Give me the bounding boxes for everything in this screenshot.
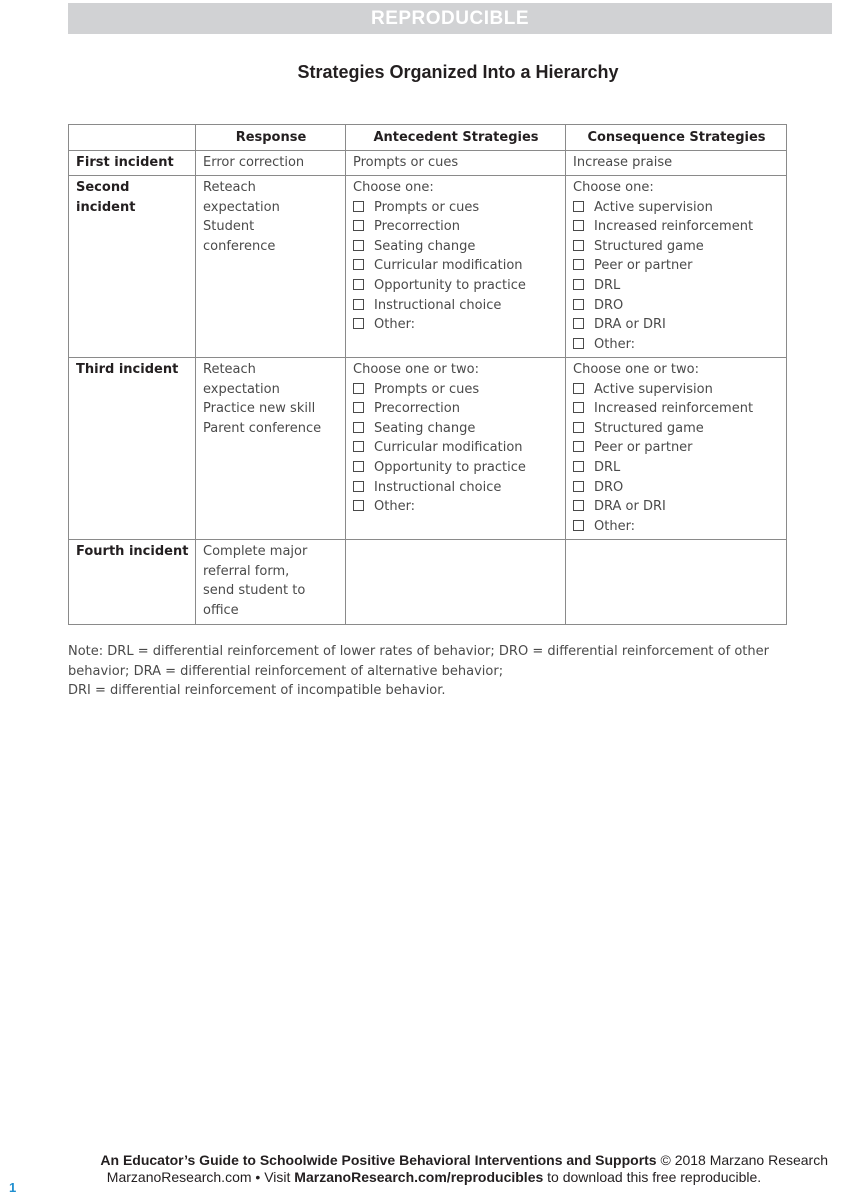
checkbox[interactable]	[573, 461, 584, 472]
option-label: Other:	[374, 499, 416, 515]
consequence-option[interactable]	[573, 380, 780, 400]
table-row	[69, 358, 787, 540]
option-label: Peer or partner	[594, 258, 693, 274]
consequence-intro: Choose one or two:	[573, 362, 699, 377]
checkbox[interactable]	[573, 338, 584, 349]
antecedent-option[interactable]	[353, 419, 559, 439]
antecedent-option[interactable]	[353, 380, 559, 400]
consequence-option[interactable]	[573, 198, 780, 218]
antecedent-cell	[346, 176, 566, 358]
footer-link[interactable]: MarzanoResearch.com/reproducibles	[294, 1169, 544, 1185]
response-line: Complete major	[203, 544, 308, 559]
option-label: Seating change	[374, 420, 476, 436]
antecedent-option[interactable]	[353, 458, 559, 478]
reproducible-banner: REPRODUCIBLE	[68, 3, 832, 34]
option-label: Opportunity to practice	[374, 459, 526, 475]
footer-tail: to download this free reproducible.	[543, 1169, 762, 1185]
response-line: Practice new skill	[203, 401, 316, 417]
option-label: Seating change	[374, 238, 476, 254]
option-label: Instructional choice	[374, 297, 502, 313]
response-line: Student	[203, 219, 255, 235]
antecedent-intro: Choose one or two:	[353, 362, 479, 377]
option-label: Prompts or cues	[374, 381, 480, 397]
checkbox[interactable]	[573, 422, 584, 433]
option-label: Structured game	[594, 238, 704, 254]
checkbox[interactable]	[573, 279, 584, 290]
checkbox[interactable]	[353, 461, 364, 472]
antecedent-cell	[346, 358, 566, 540]
antecedent-option[interactable]	[353, 237, 559, 257]
option-label: Other:	[594, 518, 636, 534]
checkbox[interactable]	[573, 259, 584, 270]
option-label: Curricular modification	[374, 258, 523, 274]
option-label: DRA or DRI	[594, 317, 666, 333]
checkbox[interactable]	[353, 422, 364, 433]
consequence-option[interactable]	[573, 237, 780, 257]
response-line: Parent conference	[203, 420, 322, 436]
consequence-option[interactable]	[573, 517, 780, 537]
checkbox[interactable]	[353, 402, 364, 413]
option-label: Active supervision	[594, 199, 713, 215]
header-antecedent: Antecedent Strategies	[346, 125, 566, 151]
response-line: expectation	[203, 381, 280, 397]
consequence-option[interactable]	[573, 276, 780, 296]
consequence-option[interactable]	[573, 438, 780, 458]
note-text	[68, 642, 832, 701]
option-label: Other:	[594, 336, 636, 352]
option-label: Precorrection	[374, 219, 460, 235]
checkbox[interactable]	[353, 201, 364, 212]
antecedent-option[interactable]	[353, 256, 559, 276]
antecedent-option[interactable]	[353, 399, 559, 419]
option-label: DRL	[594, 459, 621, 475]
table-row	[69, 151, 787, 176]
checkbox[interactable]	[573, 318, 584, 329]
response-cell	[196, 358, 346, 540]
table-row	[69, 540, 787, 625]
response-line: referral form,	[203, 563, 290, 579]
option-label: Precorrection	[374, 401, 460, 417]
antecedent-option[interactable]	[353, 438, 559, 458]
footer-book-title: An Educator’s Guide to Schoolwide Positive Behavioral Interventions and Supports	[100, 1152, 657, 1168]
incident-label: Second incident	[69, 176, 196, 358]
checkbox[interactable]	[353, 441, 364, 452]
incident-label: Third incident	[69, 358, 196, 540]
response-line: office	[203, 602, 239, 618]
consequence-cell	[566, 176, 787, 358]
option-label: Opportunity to practice	[374, 277, 526, 293]
checkbox[interactable]	[353, 500, 364, 511]
checkbox[interactable]	[573, 520, 584, 531]
response-line: send student to	[203, 583, 306, 599]
note-line: DRI = differential reinforcement of incompatible behavior.	[68, 683, 446, 699]
option-label: DRA or DRI	[594, 499, 666, 515]
checkbox[interactable]	[353, 318, 364, 329]
checkbox[interactable]	[573, 240, 584, 251]
header-empty	[69, 125, 196, 151]
consequence-intro: Increase praise	[573, 155, 673, 170]
option-label: Peer or partner	[594, 440, 693, 456]
checkbox[interactable]	[573, 402, 584, 413]
incident-label: Fourth incident	[69, 540, 196, 625]
option-label: DRL	[594, 277, 621, 293]
checkbox[interactable]	[573, 201, 584, 212]
strategy-table	[68, 124, 787, 625]
note-line: Note: DRL = differential reinforcement of lower rates of behavior; DRO = differential reinforcement of other	[68, 644, 769, 659]
consequence-option[interactable]	[573, 399, 780, 419]
consequence-option[interactable]	[573, 497, 780, 517]
page-title: Strategies Organized Into a Hierarchy	[297, 62, 619, 82]
response-cell	[196, 176, 346, 358]
antecedent-option[interactable]	[353, 276, 559, 296]
header-response: Response	[196, 125, 346, 151]
antecedent-cell	[346, 151, 566, 176]
consequence-option[interactable]	[573, 256, 780, 276]
antecedent-option[interactable]	[353, 497, 559, 517]
response-line: Reteach	[203, 180, 256, 195]
table-row	[69, 176, 787, 358]
response-cell	[196, 151, 346, 176]
option-label: Other:	[374, 317, 416, 333]
consequence-option[interactable]	[573, 217, 780, 237]
option-label: Prompts or cues	[374, 199, 480, 215]
consequence-option[interactable]	[573, 419, 780, 439]
checkbox[interactable]	[353, 259, 364, 270]
option-label: DRO	[594, 297, 624, 313]
checkbox[interactable]	[573, 299, 584, 310]
antecedent-option[interactable]	[353, 478, 559, 498]
note-line: behavior; DRA = differential reinforcement of alternative behavior;	[68, 663, 504, 679]
antecedent-option[interactable]	[353, 315, 559, 335]
checkbox[interactable]	[353, 481, 364, 492]
checkbox[interactable]	[353, 279, 364, 290]
checkbox[interactable]	[353, 220, 364, 231]
consequence-cell	[566, 358, 787, 540]
page-number: 1	[9, 1180, 17, 1195]
consequence-cell	[566, 151, 787, 176]
checkbox[interactable]	[353, 240, 364, 251]
consequence-intro: Choose one:	[573, 180, 654, 195]
footer-copyright: © 2018 Marzano Research	[656, 1152, 828, 1168]
consequence-option[interactable]	[573, 335, 780, 355]
checkbox[interactable]	[573, 383, 584, 394]
consequence-option[interactable]	[573, 478, 780, 498]
option-label: Curricular modification	[374, 440, 523, 456]
response-cell	[196, 540, 346, 625]
option-label: Increased reinforcement	[594, 219, 754, 235]
antecedent-option[interactable]	[353, 217, 559, 237]
checkbox[interactable]	[573, 220, 584, 231]
table-header-row	[69, 125, 787, 151]
option-label: Structured game	[594, 420, 704, 436]
footer-site: MarzanoResearch.com • Visit	[106, 1169, 295, 1185]
footer	[40, 1152, 828, 1186]
checkbox[interactable]	[573, 441, 584, 452]
checkbox[interactable]	[353, 299, 364, 310]
antecedent-cell	[346, 540, 566, 625]
checkbox[interactable]	[573, 481, 584, 492]
checkbox[interactable]	[573, 500, 584, 511]
option-label: Instructional choice	[374, 479, 502, 495]
consequence-option[interactable]	[573, 315, 780, 335]
option-label: Active supervision	[594, 381, 713, 397]
consequence-option[interactable]	[573, 296, 780, 316]
antecedent-option[interactable]	[353, 296, 559, 316]
response-line: expectation	[203, 199, 280, 215]
antecedent-intro: Choose one:	[353, 180, 434, 195]
antecedent-option[interactable]	[353, 198, 559, 218]
option-label: Increased reinforcement	[594, 401, 754, 417]
antecedent-intro: Prompts or cues	[353, 155, 459, 170]
checkbox[interactable]	[353, 383, 364, 394]
incident-label: First incident	[69, 151, 196, 176]
response-line: Reteach	[203, 362, 256, 377]
consequence-cell	[566, 540, 787, 625]
response-line: Error correction	[203, 155, 305, 170]
response-line: conference	[203, 238, 276, 254]
option-label: DRO	[594, 479, 624, 495]
header-consequence: Consequence Strategies	[566, 125, 787, 151]
consequence-option[interactable]	[573, 458, 780, 478]
